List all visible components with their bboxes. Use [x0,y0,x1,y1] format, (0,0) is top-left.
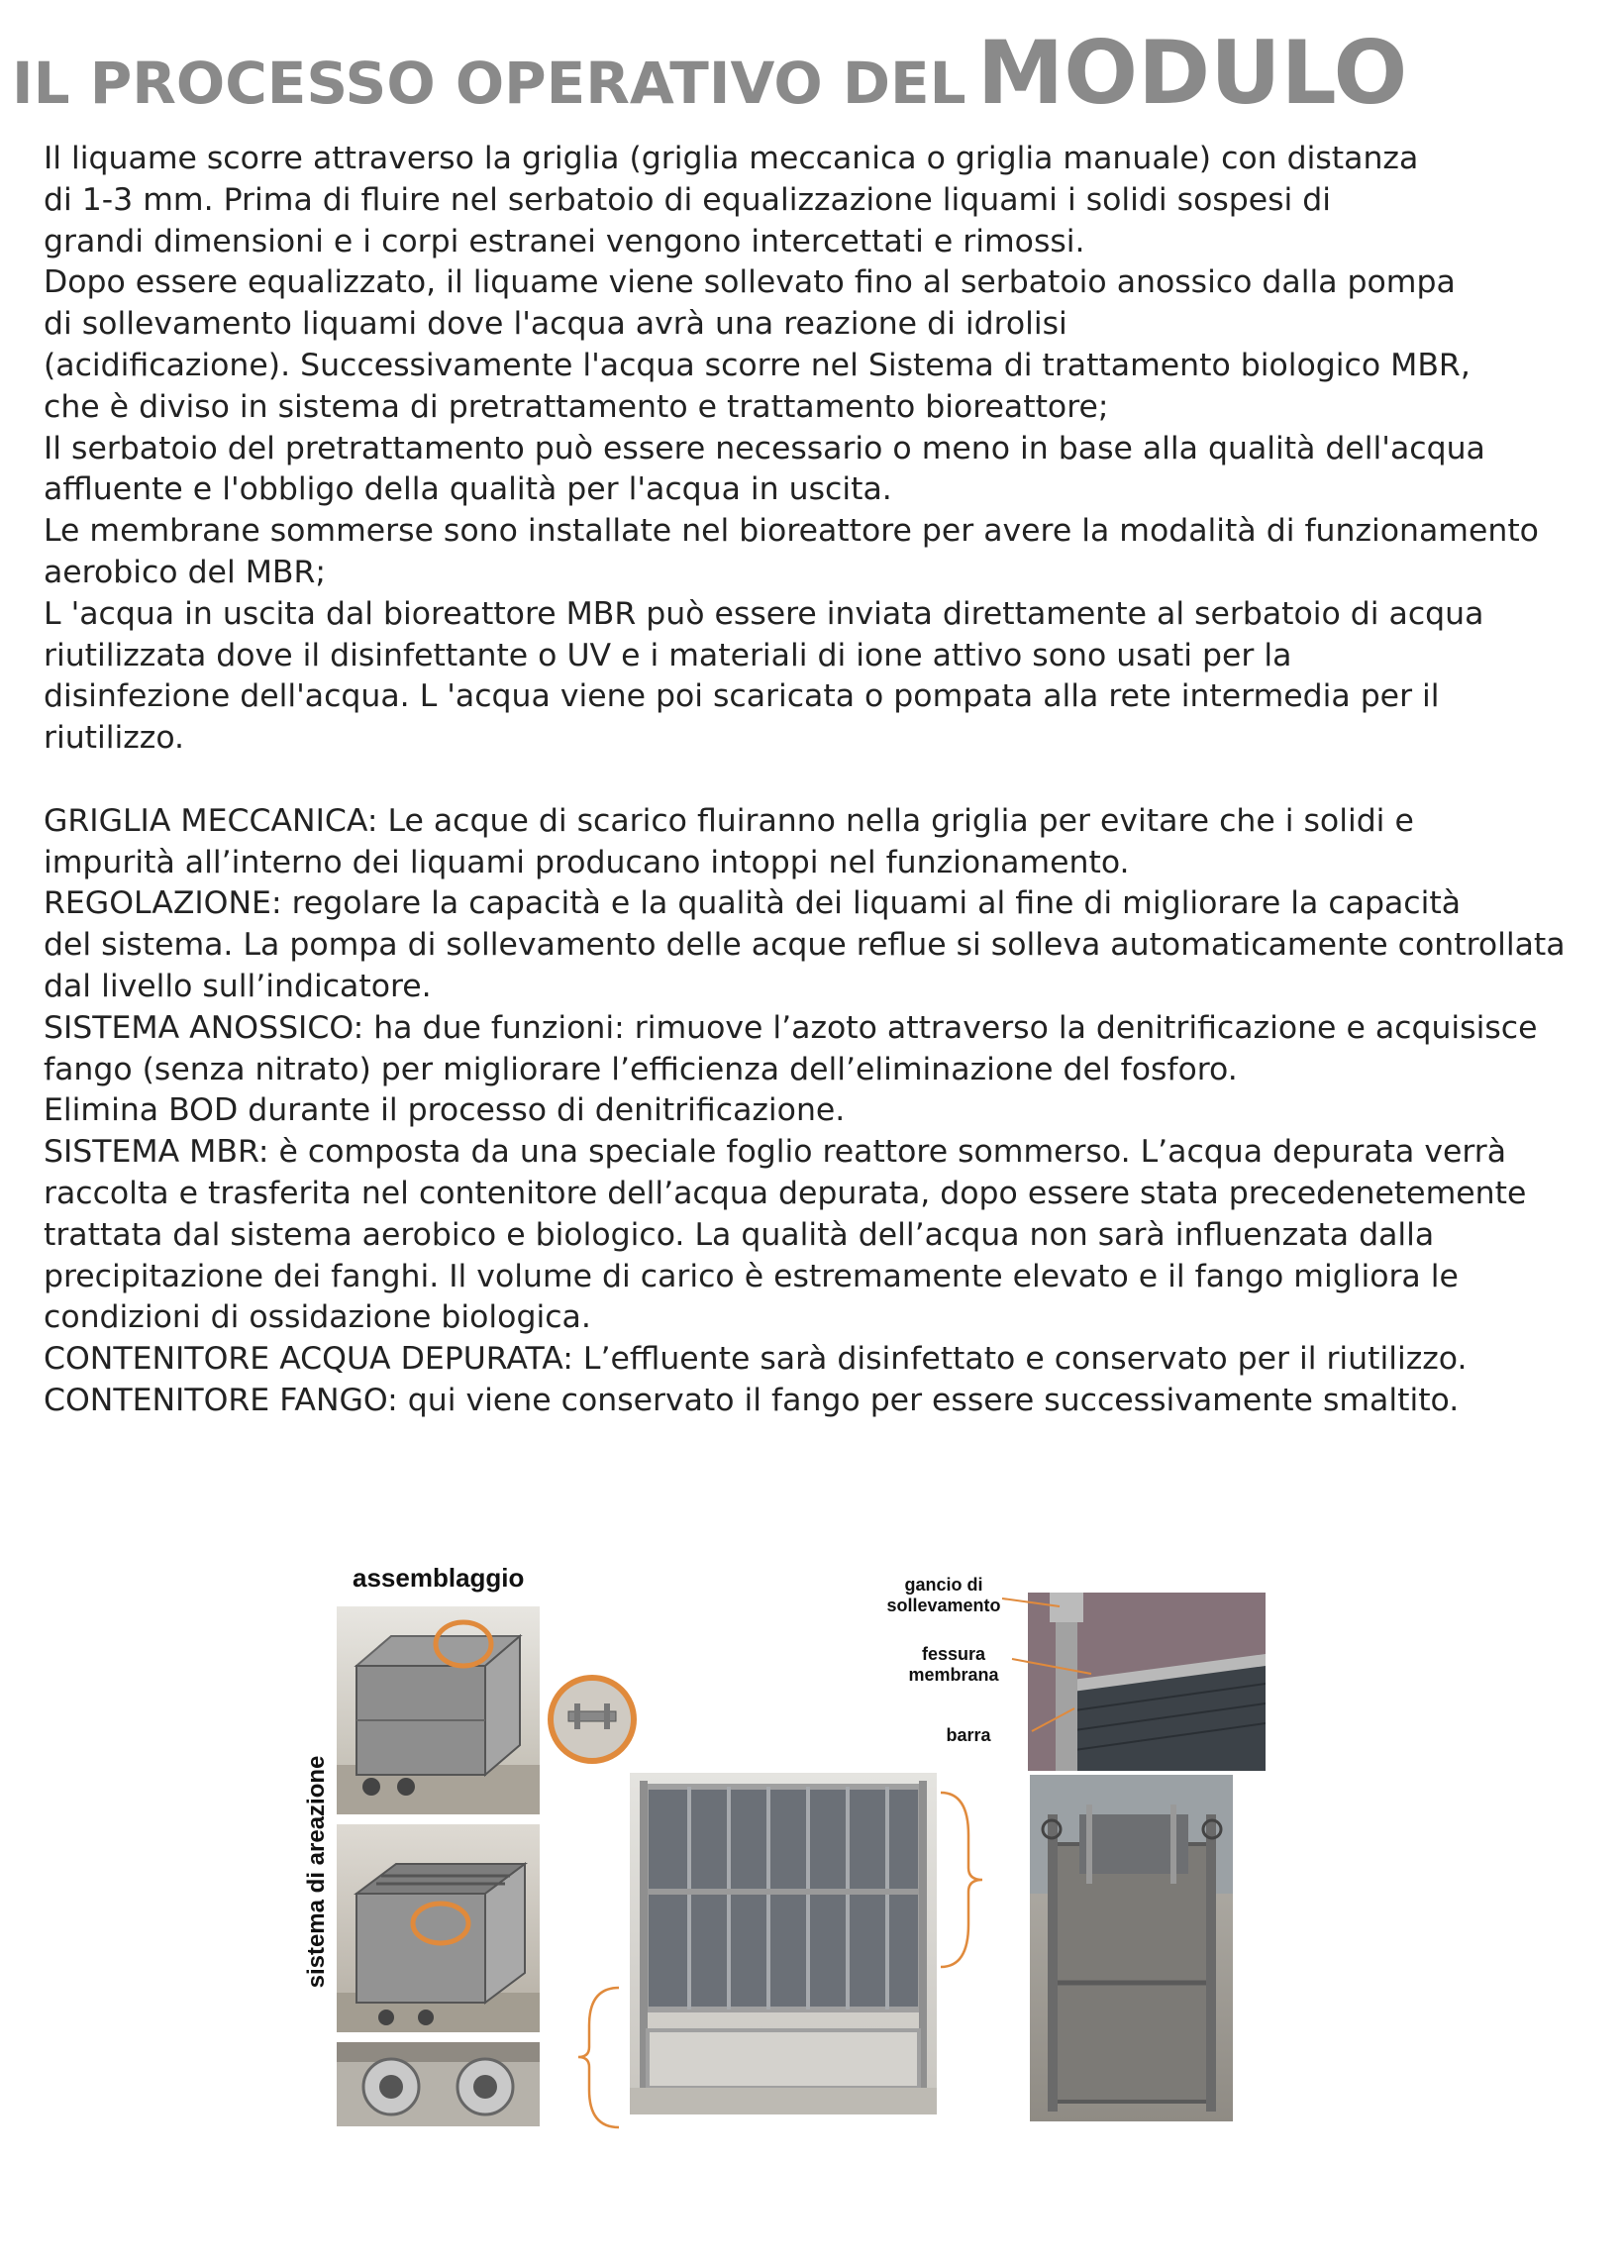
brace-left [574,1986,624,2129]
detail-circle [547,1674,638,1765]
title-part-1: IL PROCESSO OPERATIVO DEL [12,50,966,117]
body-line: raccolta e trasferita nel contenitore dell’acqua depurata, dopo essere stata precedenetemente [44,1175,1527,1211]
body-line: REGOLAZIONE: regolare la capacità e la qualità dei liquami al fine di migliorare la capacità [44,885,1462,922]
body-line: dal livello sull’indicatore. [44,968,432,1004]
label-bar: barra [946,1725,991,1745]
body-line: fango (senza nitrato) per migliorare l’efficienza dell’eliminazione del fosforo. [44,1051,1238,1087]
label-aeration: sistema di areazione [303,1755,330,1989]
body-line: (acidificazione). Successivamente l'acqua scorre nel Sistema di trattamento biologico MBR, [44,347,1471,383]
tank-photo-middle [337,1824,540,2032]
body-line: affluente e l'obbligo della qualità per l'acqua in uscita. [44,471,892,508]
body-line: condizioni di ossidazione biologica. [44,1299,591,1336]
label-hook: gancio di sollevamento [886,1575,1001,1615]
membrane-module-photo [630,1773,937,2114]
body-line: riutilizzata dove il disinfettante o UV e i materiali di ione attivo sono usati per la [44,637,1292,673]
body-line: impurità all’interno dei liquami producano intoppi nel funzionamento. [44,844,1130,880]
label-assembly: assemblaggio [353,1563,525,1593]
body-line: precipitazione dei fanghi. Il volume di carico è estremamente elevato e il fango migliora le [44,1258,1459,1294]
body-line: trattata dal sistema aerobico e biologico. La qualità dell’acqua non sarà influenzata dalla [44,1216,1435,1253]
flange-photo [337,2042,540,2126]
body-line: riutilizzo. [44,720,185,757]
body-line: GRIGLIA MECCANICA: Le acque di scarico fluiranno nella griglia per evitare che i solidi e [44,802,1414,839]
body-line: Dopo essere equalizzato, il liquame viene sollevato fino al serbatoio anossico dalla pompa [44,264,1456,301]
body-line: CONTENITORE FANGO: qui viene conservato il fango per essere successivamente smaltito. [44,1382,1460,1418]
body-line: di 1-3 mm. Prima di fluire nel serbatoio di equalizzazione liquami i solidi sospesi di [44,181,1332,218]
body-line: del sistema. La pompa di sollevamento delle acque reflue si solleva automaticamente controllata [44,927,1566,964]
body-line: disinfezione dell'acqua. L 'acqua viene poi scaricata o pompata alla rete intermedia per il [44,678,1440,715]
body-line: SISTEMA MBR: è composta da una speciale foglio reattore sommerso. L’acqua depurata verrà [44,1134,1507,1171]
body-line [44,760,1588,801]
body-line: CONTENITORE ACQUA DEPURATA: L’effluente sarà disinfettato e conservato per il riutilizzo. [44,1341,1468,1378]
body-line: che è diviso in sistema di pretrattamento e trattamento bioreattore; [44,388,1109,425]
body-line: Elimina BOD durante il processo di denitrificazione. [44,1092,846,1129]
page-title [12,22,1407,124]
body-line: Il liquame scorre attraverso la griglia (griglia meccanica o griglia manuale) con distanza [44,141,1419,176]
body-line: Il serbatoio del pretrattamento può essere necessario o meno in base alla qualità dell'acqua [44,430,1485,466]
body-line: L 'acqua in uscita dal bioreattore MBR può essere inviata direttamente al serbatoio di acqua [44,595,1484,632]
title-part-2: MODULO [976,22,1408,124]
body-line: SISTEMA ANOSSICO: ha due funzioni: rimuove l’azoto attraverso la denitrificazione e acquisisce [44,1009,1538,1046]
body-line: Le membrane sommerse sono installate nel bioreattore per avere la modalità di funzionamento [44,513,1539,550]
body-text [44,139,1588,1422]
label-pointers [990,1585,1099,1753]
brace-right [939,1791,986,1969]
tank-photo-top [337,1606,540,1814]
body-line: di sollevamento liquami dove l'acqua avrà una reazione di idrolisi [44,306,1067,343]
body-line: grandi dimensioni e i corpi estranei vengono intercettati e rimossi. [44,223,1085,259]
frame-photo [1030,1775,1233,2121]
label-slot: fessura membrana [908,1644,999,1685]
body-line: aerobico del MBR; [44,554,326,590]
